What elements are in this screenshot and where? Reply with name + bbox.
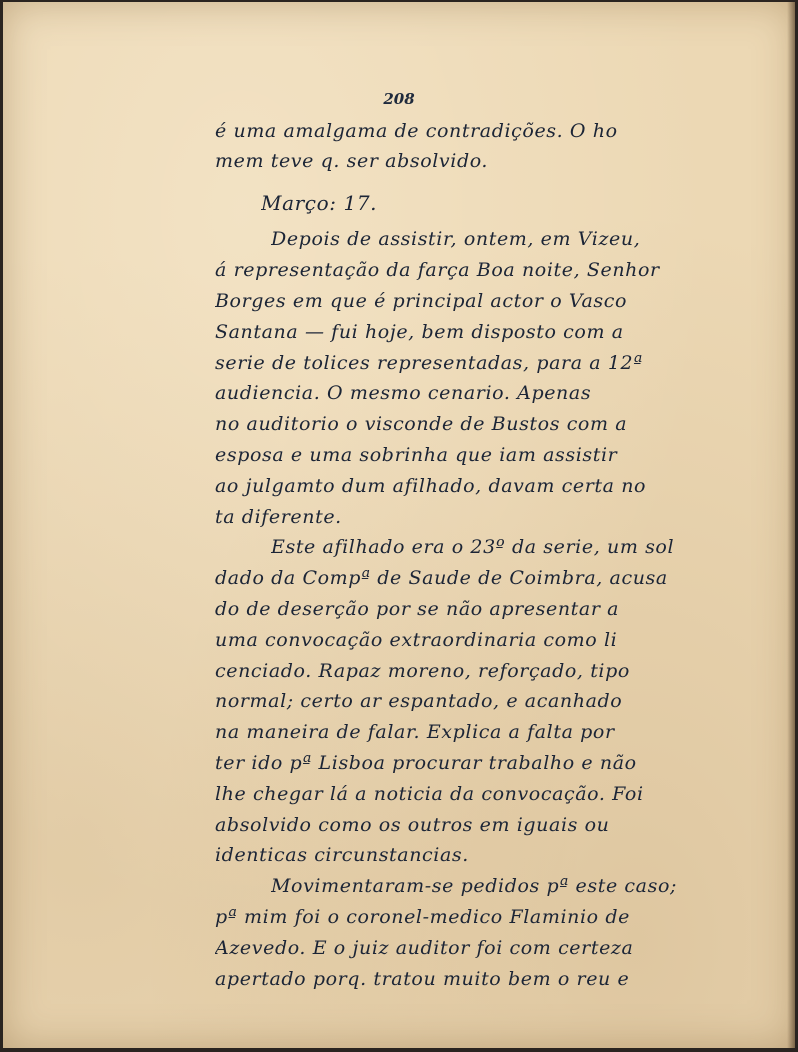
text-line: apertado porq. tratou muito bem o reu e (215, 968, 630, 990)
text-line: cenciado. Rapaz moreno, reforçado, tipo (215, 660, 630, 682)
page-edge-shadow (787, 2, 795, 1048)
text-line: Borges em que é principal actor o Vasco (215, 290, 628, 312)
text-line: Santana — fui hoje, bem disposto com a (215, 321, 624, 343)
text-line: absolvido como os outros em iguais ou (215, 814, 610, 836)
text-line: Este afilhado era o 23º da serie, um sol (271, 536, 675, 558)
text-line: ta diferente. (215, 506, 342, 528)
entry-date-heading: Março: 17. (261, 191, 378, 215)
text-line: pª mim foi o coronel-medico Flaminio de (215, 906, 630, 928)
text-line: audiencia. O mesmo cenario. Apenas (215, 382, 592, 404)
text-line: ter ido pª Lisboa procurar trabalho e não (215, 752, 637, 774)
text-line: normal; certo ar espantado, e acanhado (215, 690, 623, 712)
text-line: é uma amalgama de contradições. O ho (215, 120, 618, 142)
text-line: Depois de assistir, ontem, em Vizeu, (271, 228, 641, 250)
page-number: 208 (383, 90, 415, 108)
text-line: á representação da farça Boa noite, Senhor (215, 259, 660, 281)
text-line: identicas circunstancias. (215, 844, 469, 866)
manuscript-page (3, 2, 795, 1048)
text-line: serie de tolices representadas, para a 12ª (215, 352, 643, 374)
text-line: dado da Compª de Saude de Coimbra, acusa (215, 567, 668, 589)
text-line: Azevedo. E o juiz auditor foi com certeza (215, 937, 634, 959)
text-line: esposa e uma sobrinha que iam assistir (215, 444, 618, 466)
text-line: lhe chegar lá a noticia da convocação. Foi (215, 783, 644, 805)
text-line: mem teve q. ser absolvido. (215, 150, 489, 172)
text-line: ao julgamto dum afilhado, davam certa no (215, 475, 647, 497)
text-line: do de deserção por se não apresentar a (215, 598, 620, 620)
text-line: na maneira de falar. Explica a falta por (215, 721, 615, 743)
text-line: no auditorio o visconde de Bustos com a (215, 413, 628, 435)
text-line: uma convocação extraordinaria como li (215, 629, 618, 651)
text-line: Movimentaram-se pedidos pª este caso; (271, 875, 677, 897)
